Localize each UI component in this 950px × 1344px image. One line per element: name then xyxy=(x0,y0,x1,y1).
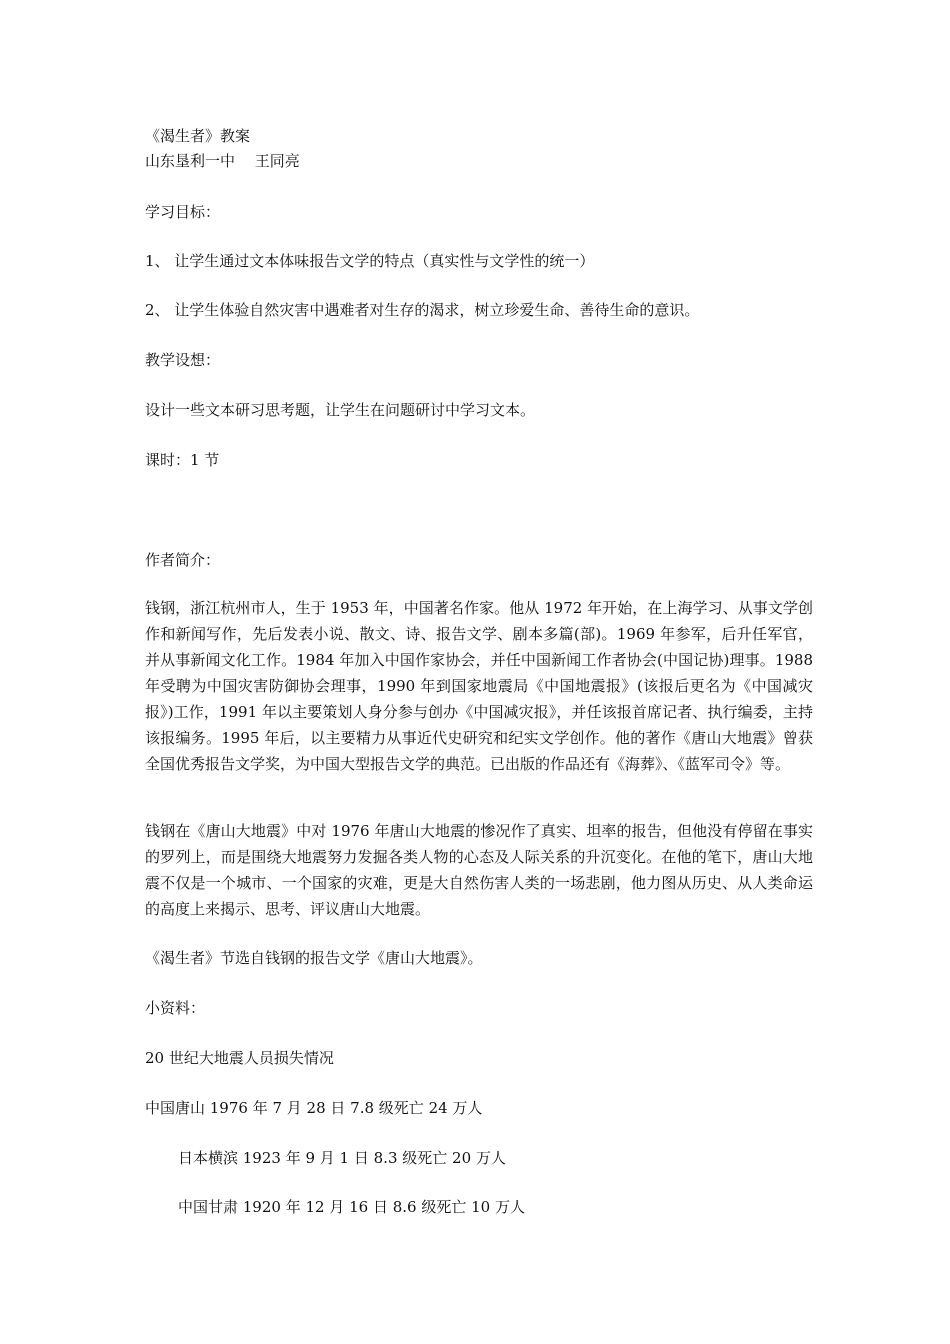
quake-record-gansu: 中国甘肃 1920 年 12 月 16 日 8.6 级死亡 10 万人 xyxy=(178,1198,525,1216)
materials-heading: 小资料： xyxy=(145,999,206,1017)
goal-item-2: 2、 让学生体验自然灾害中遇难者对生存的渴求，树立珍爱生命、善待生命的意识。 xyxy=(145,301,700,319)
quakes-heading: 20 世纪大地震人员损失情况 xyxy=(145,1049,334,1067)
document-title: 《渴生者》教案 xyxy=(145,127,251,145)
quake-record-tangshan: 中国唐山 1976 年 7 月 28 日 7.8 级死亡 24 万人 xyxy=(145,1099,483,1117)
design-text: 设计一些文本研习思考题，让学生在问题研讨中学习文本。 xyxy=(145,401,536,419)
author-line: 山东垦利一中 王同亮 xyxy=(145,152,300,170)
goal-item-1: 1、 让学生通过文本体味报告文学的特点（真实性与文学性的统一） xyxy=(145,252,595,270)
author-work-paragraph: 钱钢在《唐山大地震》中对 1976 年唐山大地震的惨况作了真实、坦率的报告，但他没有停留在事实的罗列上，而是围绕大地震努力发掘各类人物的心态及人际关系的升沉变化。在他的笔下，唐山大地震不仅是一个城市、一个国家的灾难，更是大自然伤害人类的一场悲剧，他力图从历史、从人类命运的高度上来揭示、思考、评议唐山大地震。 xyxy=(145,822,813,918)
excerpt-note: 《渴生者》节选自钱钢的报告文学《唐山大地震》。 xyxy=(145,949,483,967)
author-intro-paragraph: 钱钢，浙江杭州市人，生于 1953 年，中国著名作家。他从 1972 年开始，在上海学习、从事文学创作和新闻写作，先后发表小说、散文、诗、报告文学、剧本多篇(部)。1969 年参军，后升任军官，并从事新闻文化工作。1984 年加入中国作家协会，并任中国新闻工作者协会(中国记协)理事。1988 年受聘为中国灾害防御协会理事，1990 年到国家地震局《中国地震报》(该报后更名为《中国减灾报》)工作，1991 年以主要策划人身分参与创办《中国减灾报》，并任该报首席记者、执行编委，主持该报编务。1995 年后，以主要精力从事近代史研究和纪实文学创作。他的著作《唐山大地震》曾获全国优秀报告文学奖，为中国大型报告文学的典范。已出版的作品还有《海葬》、《蓝军司令》等。 xyxy=(145,599,813,773)
design-heading: 教学设想： xyxy=(145,351,221,369)
goals-heading: 学习目标： xyxy=(145,203,221,221)
quake-record-yokohama: 日本横滨 1923 年 9 月 1 日 8.3 级死亡 20 万人 xyxy=(178,1149,506,1167)
class-period: 课时：1 节 xyxy=(145,451,220,469)
author-intro-heading: 作者简介： xyxy=(145,551,221,569)
